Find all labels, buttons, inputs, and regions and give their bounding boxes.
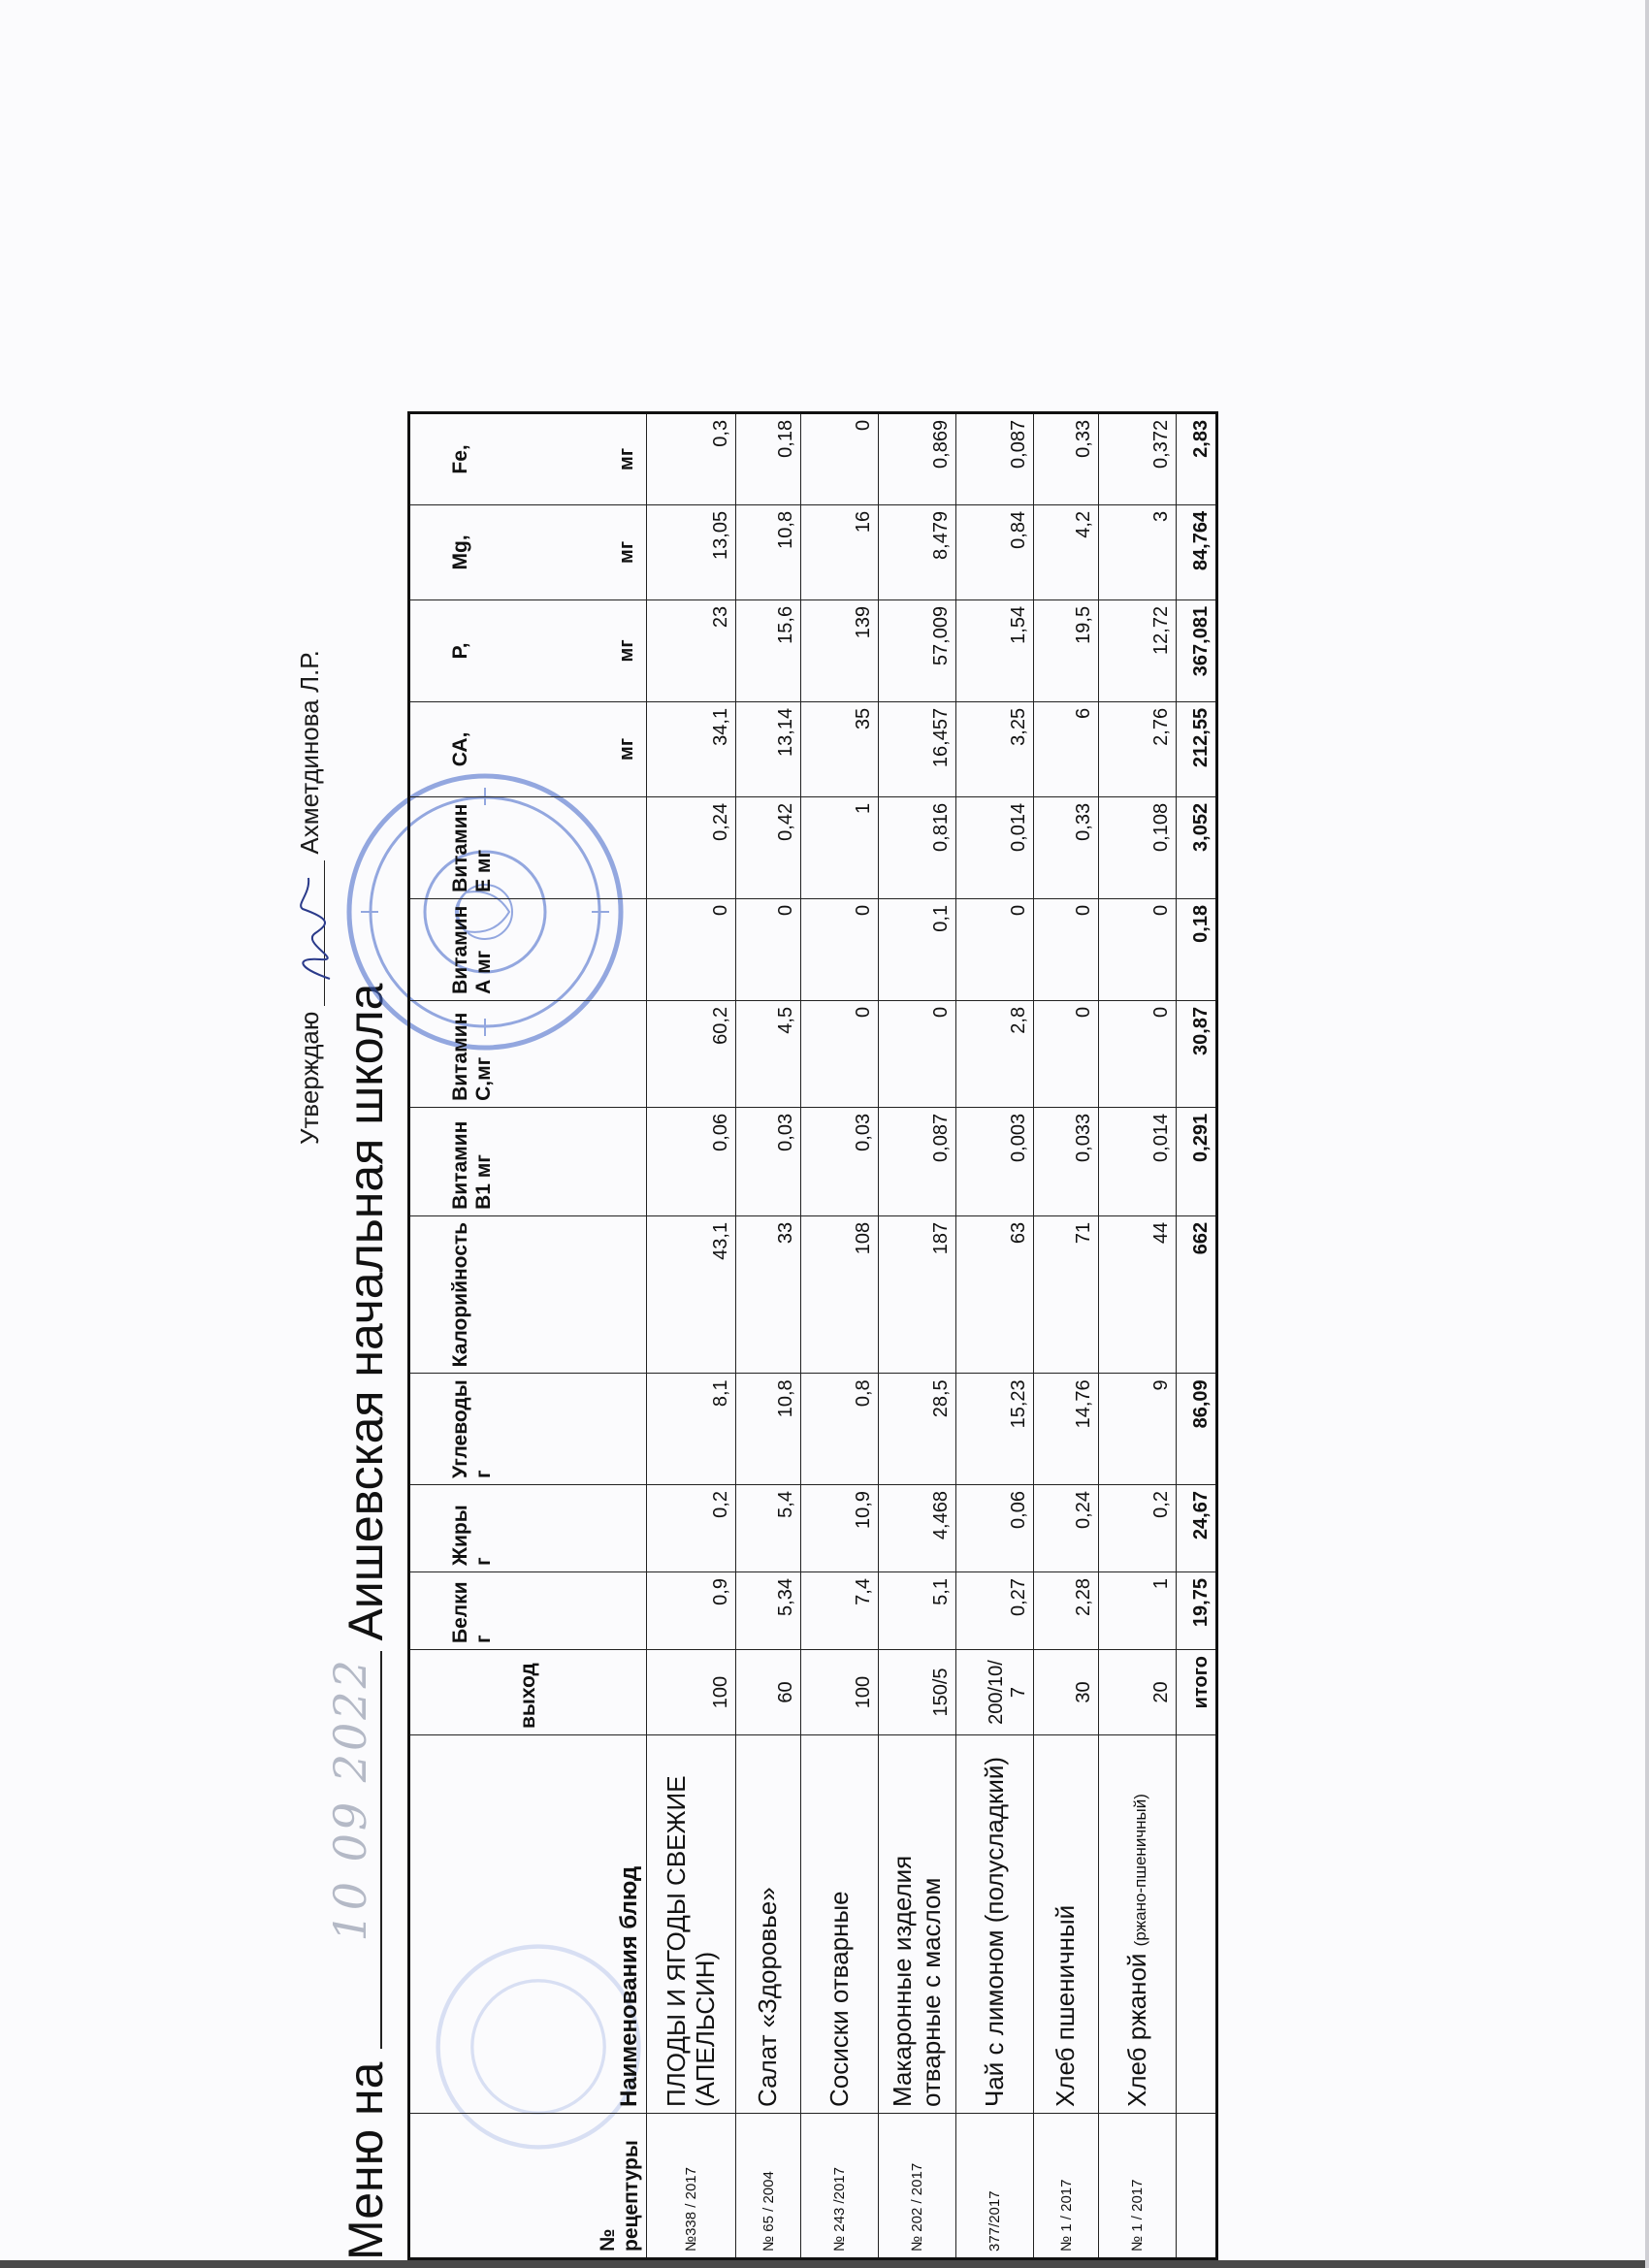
- table-row: [956, 412, 1034, 2258]
- fat: 10,9: [801, 1485, 879, 1572]
- total-calories: 662: [1177, 1215, 1217, 1373]
- fat: 4,468: [879, 1485, 956, 1572]
- yield: 100: [647, 1650, 736, 1735]
- table-row: [801, 412, 879, 2258]
- total-magnesium: 84,764: [1177, 504, 1217, 599]
- column-header: Витамин В1 мг: [409, 1107, 647, 1215]
- calcium: 2,76: [1099, 701, 1177, 796]
- date-field: [324, 1651, 382, 2049]
- carbs: 28,5: [879, 1374, 956, 1485]
- yield: 100: [801, 1650, 879, 1735]
- dish-name: Хлеб пшеничный: [1034, 1735, 1099, 2114]
- vitamin-e: 0,816: [879, 796, 956, 898]
- dish-name: Макаронные изделия отварные с маслом: [879, 1735, 956, 2114]
- recipe-code: № 243 /2017: [801, 2114, 879, 2259]
- vitamin-b1: 0,033: [1034, 1107, 1099, 1215]
- magnesium: 0,84: [956, 504, 1034, 599]
- vitamin-e: 0,33: [1034, 796, 1099, 898]
- protein: 7,4: [801, 1572, 879, 1650]
- phosphorus: 12,72: [1099, 599, 1177, 701]
- phosphorus: 19,5: [1034, 599, 1099, 701]
- dish-name: Чай с лимоном (полусладкий): [956, 1735, 1034, 2114]
- calories: 63: [956, 1215, 1034, 1373]
- magnesium: 4,2: [1034, 504, 1099, 599]
- recipe-code: №338 / 2017: [647, 2114, 736, 2259]
- column-header: Жиры г: [409, 1485, 647, 1572]
- recipe-code: № 65 / 2004: [736, 2114, 801, 2259]
- unit-label: мг: [616, 540, 637, 564]
- column-header: Витамин А мг: [409, 898, 647, 1000]
- vitamin-c: 4,5: [736, 1000, 801, 1107]
- vitamin-b1: 0,087: [879, 1107, 956, 1215]
- phosphorus: 15,6: [736, 599, 801, 701]
- vitamin-c: 2,8: [956, 1000, 1034, 1107]
- calcium: 3,25: [956, 701, 1034, 796]
- protein: 2,28: [1034, 1572, 1099, 1650]
- protein: 5,1: [879, 1572, 956, 1650]
- vitamin-a: 0: [647, 898, 736, 1000]
- vitamin-e: 0,42: [736, 796, 801, 898]
- dish-name: [1099, 1735, 1177, 2114]
- magnesium: 13,05: [647, 504, 736, 599]
- fat: 0,2: [647, 1485, 736, 1572]
- vitamin-c: 60,2: [647, 1000, 736, 1107]
- signature-icon: [291, 870, 340, 987]
- carbs: 0,8: [801, 1374, 879, 1485]
- total-calcium: 212,55: [1177, 701, 1217, 796]
- recipe-code: 377/2017: [956, 2114, 1034, 2259]
- column-header: № рецептуры: [409, 2114, 647, 2259]
- calories: 44: [1099, 1215, 1177, 1373]
- protein: 0,27: [956, 1572, 1034, 1650]
- table-header-row: [409, 412, 647, 2258]
- approver-name: Ахметдинова Л.Р.: [295, 650, 324, 855]
- recipe-code: № 1 / 2017: [1034, 2114, 1099, 2259]
- iron: 0,3: [647, 412, 736, 504]
- fat: 5,4: [736, 1485, 801, 1572]
- iron: 0: [801, 412, 879, 504]
- approval-line: [295, 650, 325, 1145]
- protein: 0,9: [647, 1572, 736, 1650]
- column-header: Витамин Е мг: [409, 796, 647, 898]
- vitamin-e: 1: [801, 796, 879, 898]
- dish-name: Салат «Здоровье»: [736, 1735, 801, 2114]
- magnesium: 10,8: [736, 504, 801, 599]
- table-row: [647, 412, 736, 2258]
- calories: 33: [736, 1215, 801, 1373]
- vitamin-a: 0: [1099, 898, 1177, 1000]
- vitamin-c: 0: [1034, 1000, 1099, 1107]
- vitamin-a: 0: [801, 898, 879, 1000]
- column-header: Углеводы г: [409, 1374, 647, 1485]
- dish-name: Сосиски отварные: [801, 1735, 879, 2114]
- calories: 187: [879, 1215, 956, 1373]
- vitamin-b1: 0,03: [736, 1107, 801, 1215]
- calcium: 35: [801, 701, 879, 796]
- vitamin-c: 0: [1099, 1000, 1177, 1107]
- table-row: [1034, 412, 1099, 2258]
- column-header: Р, мг: [409, 599, 647, 701]
- menu-title: [324, 983, 394, 2260]
- column-header: Fe, мг: [409, 412, 647, 504]
- iron: 0,087: [956, 412, 1034, 504]
- column-header: Калорийность: [409, 1215, 647, 1373]
- calories: 108: [801, 1215, 879, 1373]
- fat: 0,06: [956, 1485, 1034, 1572]
- calories: 71: [1034, 1215, 1099, 1373]
- school-name: Аишевская начальная школа: [339, 983, 393, 1641]
- dish-name: ПЛОДЫ И ЯГОДЫ СВЕЖИЕ (АПЕЛЬСИН): [647, 1735, 736, 2114]
- vitamin-c: 0: [801, 1000, 879, 1107]
- signature-line: [324, 860, 325, 1006]
- calcium: 6: [1034, 701, 1099, 796]
- carbs: 14,76: [1034, 1374, 1099, 1485]
- rotated-document: [233, 320, 1571, 2260]
- total-vitamin-e: 3,052: [1177, 796, 1217, 898]
- unit-label: мг: [616, 447, 637, 470]
- magnesium: 16: [801, 504, 879, 599]
- vitamin-a: 0: [956, 898, 1034, 1000]
- yield: 30: [1034, 1650, 1099, 1735]
- vitamin-b1: 0,003: [956, 1107, 1034, 1215]
- total-carbs: 86,09: [1177, 1374, 1217, 1485]
- empty-cell: [1177, 2114, 1217, 2259]
- total-iron: 2,83: [1177, 412, 1217, 504]
- yield: 60: [736, 1650, 801, 1735]
- vitamin-e: 0,108: [1099, 796, 1177, 898]
- carbs: 10,8: [736, 1374, 801, 1485]
- iron: 0,372: [1099, 412, 1177, 504]
- column-header: Mg, мг: [409, 504, 647, 599]
- magnesium: 8,479: [879, 504, 956, 599]
- approve-label: Утверждаю: [295, 1011, 324, 1145]
- unit-label: мг: [616, 639, 637, 663]
- vitamin-b1: 0,06: [647, 1107, 736, 1215]
- table-row: [1099, 412, 1177, 2258]
- total-row: [1177, 412, 1217, 2258]
- calcium: 34,1: [647, 701, 736, 796]
- vitamin-b1: 0,03: [801, 1107, 879, 1215]
- total-vitamin-c: 30,87: [1177, 1000, 1217, 1107]
- column-header: Белки г: [409, 1572, 647, 1650]
- empty-cell: [1177, 1735, 1217, 2114]
- fat: 0,24: [1034, 1485, 1099, 1572]
- iron: 0,869: [879, 412, 956, 504]
- protein: 5,34: [736, 1572, 801, 1650]
- menu-label: Меню на: [339, 2061, 393, 2260]
- dish-name-main: Хлеб ржаной: [1121, 1953, 1151, 2107]
- carbs: 8,1: [647, 1374, 736, 1485]
- phosphorus: 1,54: [956, 599, 1034, 701]
- iron: 0,33: [1034, 412, 1099, 504]
- vitamin-a: 0: [736, 898, 801, 1000]
- fat: 0,2: [1099, 1485, 1177, 1572]
- recipe-code: № 1 / 2017: [1099, 2114, 1177, 2259]
- table-row: [736, 412, 801, 2258]
- total-phosphorus: 367,081: [1177, 599, 1217, 701]
- protein: 1: [1099, 1572, 1177, 1650]
- dish-name-note: (ржано-пшеничный): [1130, 1794, 1149, 1947]
- column-header: СА, мг: [409, 701, 647, 796]
- column-header: Наименования блюд: [409, 1735, 647, 2114]
- carbs: 15,23: [956, 1374, 1034, 1485]
- scan-edge-right: [1645, 0, 1649, 2268]
- scan-edge-bottom: [0, 2260, 1649, 2268]
- recipe-code: № 202 / 2017: [879, 2114, 956, 2259]
- column-header: выход: [409, 1650, 647, 1735]
- total-fat: 24,67: [1177, 1485, 1217, 1572]
- table-row: [879, 412, 956, 2258]
- vitamin-a: 0: [1034, 898, 1099, 1000]
- vitamin-b1: 0,014: [1099, 1107, 1177, 1215]
- calcium: 13,14: [736, 701, 801, 796]
- yield: 20: [1099, 1650, 1177, 1735]
- total-vitamin-b1: 0,291: [1177, 1107, 1217, 1215]
- yield: 200/10/7: [956, 1650, 1034, 1735]
- phosphorus: 139: [801, 599, 879, 701]
- yield: 150/5: [879, 1650, 956, 1735]
- column-header: Витамин С,мг: [409, 1000, 647, 1107]
- vitamin-a: 0,1: [879, 898, 956, 1000]
- magnesium: 3: [1099, 504, 1177, 599]
- total-label: итого: [1177, 1650, 1217, 1735]
- vitamin-e: 0,014: [956, 796, 1034, 898]
- total-protein: 19,75: [1177, 1572, 1217, 1650]
- total-vitamin-a: 0,18: [1177, 898, 1217, 1000]
- phosphorus: 57,009: [879, 599, 956, 701]
- handwritten-date: 10 09 2022: [324, 1657, 376, 1942]
- phosphorus: 23: [647, 599, 736, 701]
- menu-table: [407, 411, 1218, 2260]
- vitamin-c: 0: [879, 1000, 956, 1107]
- iron: 0,18: [736, 412, 801, 504]
- calories: 43,1: [647, 1215, 736, 1373]
- calcium: 16,457: [879, 701, 956, 796]
- unit-label: мг: [616, 737, 637, 761]
- carbs: 9: [1099, 1374, 1177, 1485]
- vitamin-e: 0,24: [647, 796, 736, 898]
